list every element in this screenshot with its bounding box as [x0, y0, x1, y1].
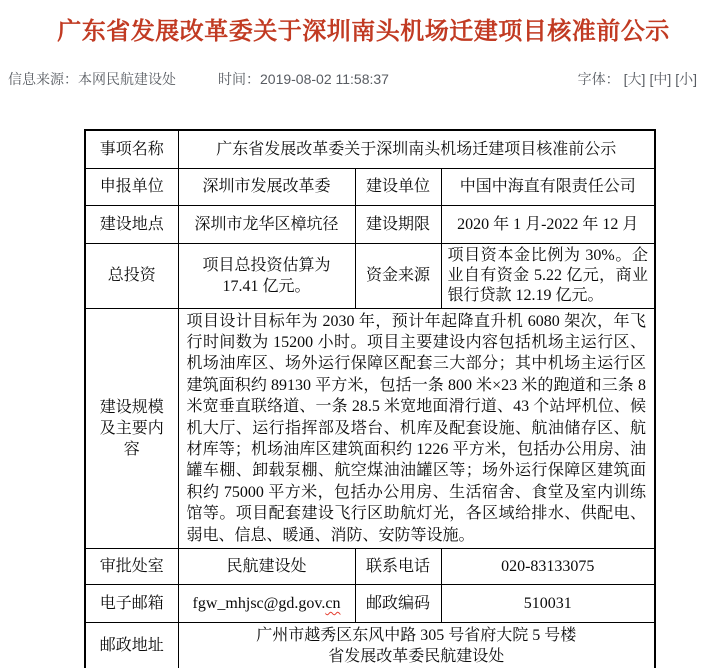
table-row-email [85, 584, 655, 622]
info-source-label: 信息来源：本网民航建设处 [8, 71, 176, 87]
table-row-scale [85, 308, 655, 548]
item-name-value: 广东省发展改革委关于深圳南头机场迁建项目核准前公示 [178, 130, 655, 168]
meta-bar [0, 70, 727, 88]
font-size-medium-button[interactable]: [中] [649, 71, 672, 87]
publish-time-label: 时间：2019-08-02 11:58:37 [218, 71, 389, 87]
postal-address-value [178, 622, 655, 668]
total-investment-line2: 17.41 亿元。 [222, 277, 311, 295]
postal-address-label: 邮政地址 [85, 622, 178, 668]
construction-unit-value: 中国中海直有限责任公司 [441, 168, 655, 205]
project-info-table [84, 129, 656, 668]
funding-source-label: 资金来源 [355, 243, 441, 308]
table-row-investment [85, 243, 655, 308]
table-row-office [85, 548, 655, 584]
table-row-location [85, 205, 655, 243]
construction-period-value: 2020 年 1 月-2022 年 12 月 [441, 205, 655, 243]
construction-unit-label: 建设单位 [355, 168, 441, 205]
page-title: 广东省发展改革委关于深圳南头机场迁建项目核准前公示 [57, 18, 670, 45]
postal-code-label: 邮政编码 [355, 584, 441, 622]
approval-office-label: 审批处室 [85, 548, 178, 584]
font-size-large-button[interactable]: [大] [623, 71, 646, 87]
total-investment-line1: 项目总投资估算为 [202, 256, 331, 274]
postal-address-line2: 省发展改革委民航建设处 [328, 647, 505, 665]
table-row-address [85, 622, 655, 668]
construction-site-value: 深圳市龙华区樟坑径 [178, 205, 355, 243]
font-size-switcher [578, 70, 697, 88]
email-address-prefix: fgw_mhjsc@gd.gov. [192, 594, 326, 612]
table-row-units [85, 168, 655, 205]
construction-period-label: 建设期限 [355, 205, 441, 243]
scale-content-value: 项目设计目标年为 2030 年，预计年起降直升机 6080 架次，年飞行时间数为 15200 小时。项目主要建设内容包括机场主运行区、机场油库区、场外运行保障区配套三大部分；其中机场主运行区建筑面积约 89130 平方米，包括一条 800 米×23 米的跑道和三条 8 米宽垂直联络道、一条 28.5 米宽地面滑行道、43 个站坪机位、候机大厅、运行指挥部及塔台、机库及配套设施、航油储存区、航材库等；机场油库区建筑面积约 1226 平方米，包括办公用房、油罐车棚、卸载泵棚、航空煤油油罐区等；场外运行保障区建筑面积约 75000 平方米，包括办公用房、生活宿舍、食堂及室内训练馆等。项目配套建设飞行区助航灯光，各区域给排水、供配电、弱电、信息、暖通、消防、安防等设施。 [178, 308, 655, 548]
approval-office-value: 民航建设处 [178, 548, 355, 584]
declaring-unit-value: 深圳市发展改革委 [178, 168, 355, 205]
construction-site-label: 建设地点 [85, 205, 178, 243]
item-name-label: 事项名称 [85, 130, 178, 168]
funding-source-value: 项目资本金比例为 30%。企业自有资金 5.22 亿元，商业银行贷款 12.19 亿元。 [441, 243, 655, 308]
table-row-item-name [85, 130, 655, 168]
contact-phone-value: 020-83133075 [441, 548, 655, 584]
email-address-tld: cn [325, 594, 341, 612]
postal-code-value: 510031 [441, 584, 655, 622]
declaring-unit-label: 申报单位 [85, 168, 178, 205]
font-size-caption: 字体： [577, 71, 620, 87]
total-investment-label: 总投资 [85, 243, 178, 308]
postal-address-line1: 广州市越秀区东风中路 305 号省府大院 5 号楼 [256, 626, 577, 644]
total-investment-value [178, 243, 355, 308]
email-value [178, 584, 355, 622]
font-size-small-button[interactable]: [小] [675, 71, 697, 87]
contact-phone-label: 联系电话 [355, 548, 441, 584]
email-label: 电子邮箱 [85, 584, 178, 622]
scale-content-label: 建设规模及主要内容 [85, 308, 178, 548]
